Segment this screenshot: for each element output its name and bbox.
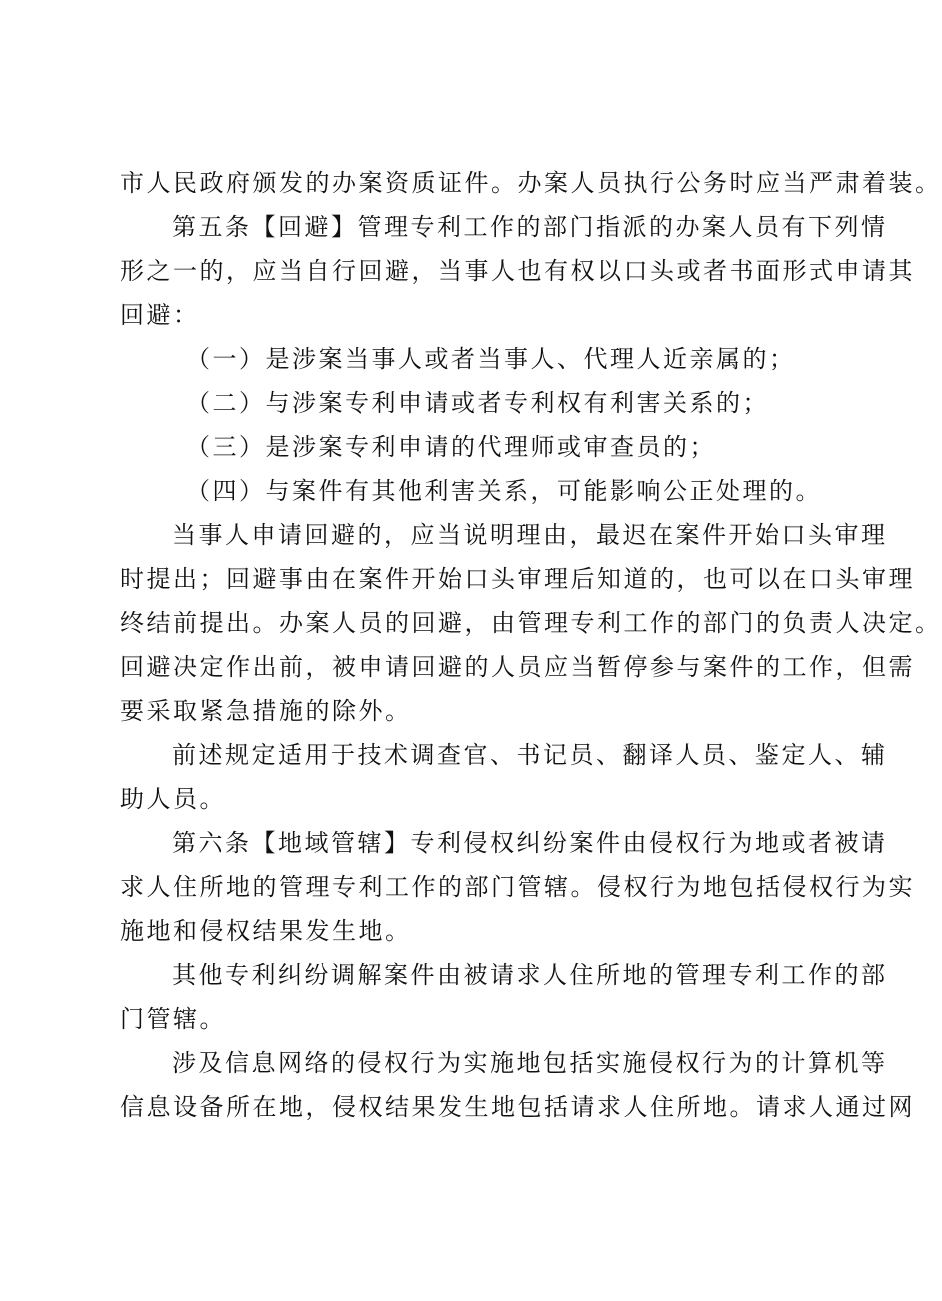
text-line: 终结前提出。办案人员的回避，由管理专利工作的部门的负责人决定。 [120, 609, 942, 637]
text-line: 市人民政府颁发的办案资质证件。办案人员执行公务时应当严肃着装。 [120, 169, 942, 197]
paragraph-start-line: 涉及信息网络的侵权行为实施地包括实施侵权行为的计算机等 [172, 1049, 888, 1077]
paragraph-start-line: 前述规定适用于技术调查官、书记员、翻译人员、鉴定人、辅 [172, 741, 888, 769]
article-6-heading-line: 第六条【地域管辖】专利侵权纠纷案件由侵权行为地或者被请 [172, 829, 888, 857]
text-line: 形之一的，应当自行回避，当事人也有权以口头或者书面形式申请其 [120, 257, 915, 285]
list-item: （一）是涉案当事人或者当事人、代理人近亲属的； [186, 345, 796, 373]
list-item: （三）是涉案专利申请的代理师或审查员的； [186, 433, 716, 461]
text-line: 施地和侵权结果发生地。 [120, 917, 412, 945]
list-item: （二）与涉案专利申请或者专利权有利害关系的； [186, 389, 769, 417]
text-line: 时提出；回避事由在案件开始口头审理后知道的，也可以在口头审理 [120, 565, 915, 593]
article-5-heading-line: 第五条【回避】管理专利工作的部门指派的办案人员有下列情 [172, 213, 888, 241]
text-line: 求人住所地的管理专利工作的部门管辖。侵权行为地包括侵权行为实 [120, 873, 915, 901]
text-line: 信息设备所在地，侵权结果发生地包括请求人住所地。请求人通过网 [120, 1093, 915, 1121]
list-item: （四）与案件有其他利害关系，可能影响公正处理的。 [186, 477, 822, 505]
text-line: 助人员。 [120, 785, 226, 813]
paragraph-start-line: 其他专利纠纷调解案件由被请求人住所地的管理专利工作的部 [172, 961, 888, 989]
text-line: 回避： [120, 301, 200, 329]
text-line: 门管辖。 [120, 1005, 226, 1033]
paragraph-start-line: 当事人申请回避的，应当说明理由，最迟在案件开始口头审理 [172, 521, 888, 549]
text-line: 要采取紧急措施的除外。 [120, 697, 412, 725]
text-line: 回避决定作出前，被申请回避的人员应当暂停参与案件的工作，但需 [120, 653, 915, 681]
